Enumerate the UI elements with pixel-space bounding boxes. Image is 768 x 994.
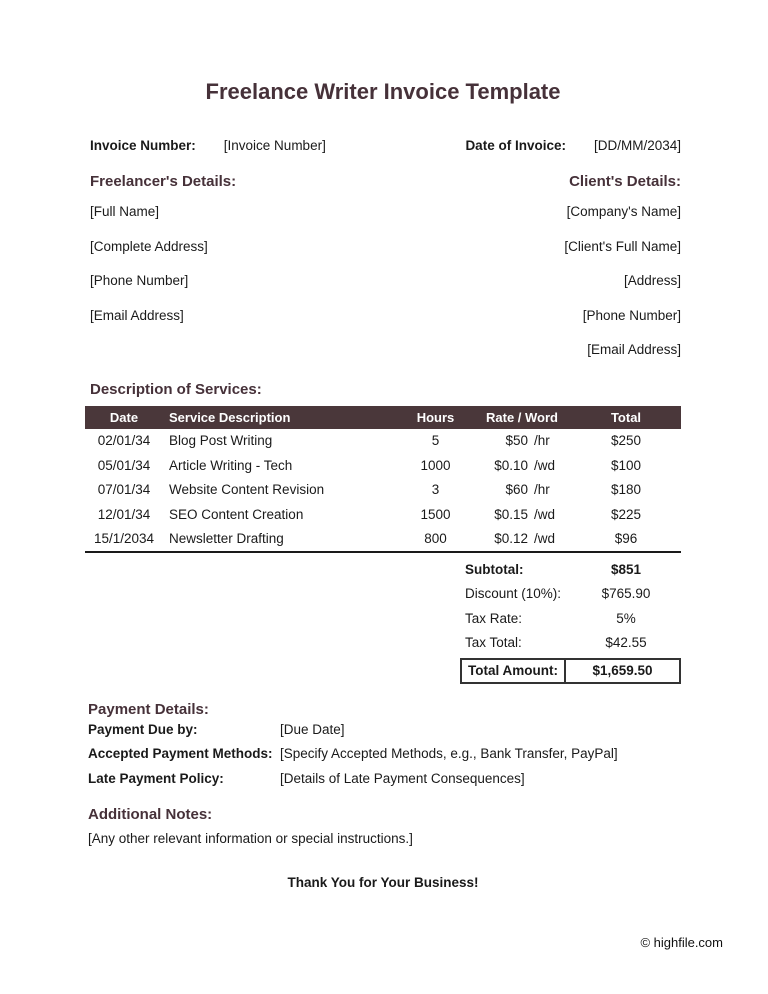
cell-description: Blog Post Writing [169, 433, 273, 449]
cell-total: $180 [610, 482, 642, 498]
freelancer-full-name: [Full Name] [90, 204, 160, 219]
parties-details [85, 173, 681, 363]
payment-due-value: [Due Date] [280, 721, 345, 737]
invoice-date-group [465, 138, 681, 153]
cell-total: $96 [614, 531, 638, 547]
client-details-heading: Client's Details: [569, 173, 681, 190]
footer-copyright: © highfile.com [640, 935, 723, 950]
subtotal-row [85, 557, 681, 581]
cell-rate [473, 531, 571, 546]
invoice-date-value: [DD/MM/2034] [593, 138, 681, 153]
tax-rate-row [85, 606, 681, 630]
invoice-meta-row [85, 138, 681, 153]
client-details [564, 173, 681, 363]
additional-notes-section [85, 806, 681, 846]
client-phone: [Phone Number] [582, 307, 681, 323]
services-heading: Description of Services: [90, 380, 262, 398]
table-row [85, 429, 681, 454]
payment-methods-value: [Specify Accepted Methods, e.g., Bank Transfer, PayPal] [280, 746, 618, 761]
rate-unit: /hr [534, 482, 550, 498]
payment-details-section [85, 701, 681, 792]
cell-hours: 800 [424, 531, 447, 547]
total-amount-label: Total Amount: [462, 660, 566, 682]
freelancer-details-heading: Freelancer's Details: [90, 173, 237, 190]
column-header-date: Date [109, 409, 139, 425]
payment-methods-item [88, 742, 681, 767]
table-row [85, 502, 681, 527]
discount-value: $765.90 [601, 586, 651, 601]
subtotal-value: $851 [610, 561, 642, 577]
freelancer-details [90, 173, 236, 363]
client-full-name: [Client's Full Name] [564, 238, 681, 254]
cell-date: 07/01/34 [97, 482, 151, 498]
table-row [85, 527, 681, 552]
cell-hours: 3 [431, 482, 440, 498]
invoice-date-label: Date of Invoice: [465, 138, 566, 153]
freelancer-phone: [Phone Number] [90, 273, 189, 288]
column-header-description: Service Description [169, 409, 291, 425]
cell-total: $100 [610, 457, 642, 473]
rate-unit: /wd [534, 531, 556, 547]
client-company-name: [Company's Name] [566, 204, 681, 219]
rate-unit: /hr [534, 433, 550, 449]
page-title: Freelance Writer Invoice Template [205, 79, 561, 104]
payment-due-label: Payment Due by: [88, 721, 198, 737]
cell-rate [473, 482, 571, 497]
table-row [85, 453, 681, 478]
freelancer-email: [Email Address] [90, 307, 184, 323]
late-payment-value: [Details of Late Payment Consequences] [280, 770, 525, 786]
discount-label: Discount (10%): [465, 586, 562, 601]
client-address: [Address] [623, 273, 681, 288]
tax-total-label: Tax Total: [465, 635, 522, 650]
tax-rate-value: 5% [616, 610, 636, 626]
cell-total: $225 [610, 506, 642, 522]
invoice-number-label: Invoice Number: [90, 138, 196, 153]
subtotal-label: Subtotal: [465, 561, 524, 577]
rate-unit: /wd [534, 457, 556, 473]
column-header-total: Total [610, 409, 642, 425]
invoice-number-value: [Invoice Number] [223, 138, 326, 153]
services-table [85, 406, 681, 552]
rate-amount: $60 [505, 482, 528, 498]
cell-rate [473, 458, 571, 473]
cell-description: Article Writing - Tech [169, 457, 293, 473]
services-table-header [85, 406, 681, 429]
client-email: [Email Address] [587, 342, 681, 357]
tax-total-value: $42.55 [605, 635, 647, 650]
rate-amount: $50 [505, 433, 528, 449]
additional-notes-text: [Any other relevant information or special instructions.] [88, 831, 413, 846]
cell-hours: 5 [431, 433, 440, 449]
tax-rate-label: Tax Rate: [465, 610, 523, 626]
late-payment-item [88, 767, 681, 792]
rate-amount: $0.12 [494, 531, 528, 547]
cell-hours: 1500 [420, 506, 451, 522]
document-content [85, 0, 681, 890]
freelancer-address: [Complete Address] [90, 238, 208, 254]
discount-row [85, 582, 681, 606]
cell-date: 15/1/2034 [93, 531, 155, 547]
rate-amount: $0.10 [494, 457, 528, 473]
cell-hours: 1000 [420, 457, 451, 473]
table-row [85, 478, 681, 503]
payment-methods-label: Accepted Payment Methods: [88, 746, 273, 761]
payment-details-heading: Payment Details: [88, 700, 209, 718]
cell-rate [473, 433, 571, 448]
cell-description: Newsletter Drafting [169, 531, 284, 547]
additional-notes-heading: Additional Notes: [88, 806, 213, 823]
rate-amount: $0.15 [494, 506, 528, 522]
tax-total-row [85, 631, 681, 655]
column-header-rate: Rate / Word [486, 409, 558, 425]
cell-date: 05/01/34 [97, 457, 151, 473]
total-amount-box [460, 658, 681, 684]
cell-date: 02/01/34 [97, 433, 151, 449]
cell-description: Website Content Revision [169, 482, 325, 498]
column-header-hours: Hours [416, 409, 455, 425]
cell-rate [473, 507, 571, 522]
late-payment-label: Late Payment Policy: [88, 770, 224, 786]
cell-description: SEO Content Creation [169, 506, 304, 522]
cell-total: $250 [610, 433, 642, 449]
totals-section [85, 551, 681, 684]
cell-date: 12/01/34 [97, 506, 151, 522]
invoice-number-group [90, 138, 326, 153]
thank-you-message: Thank You for Your Business! [287, 875, 479, 890]
total-amount-value: $1,659.50 [592, 663, 653, 678]
rate-unit: /wd [534, 506, 556, 522]
payment-due-item [88, 718, 681, 743]
